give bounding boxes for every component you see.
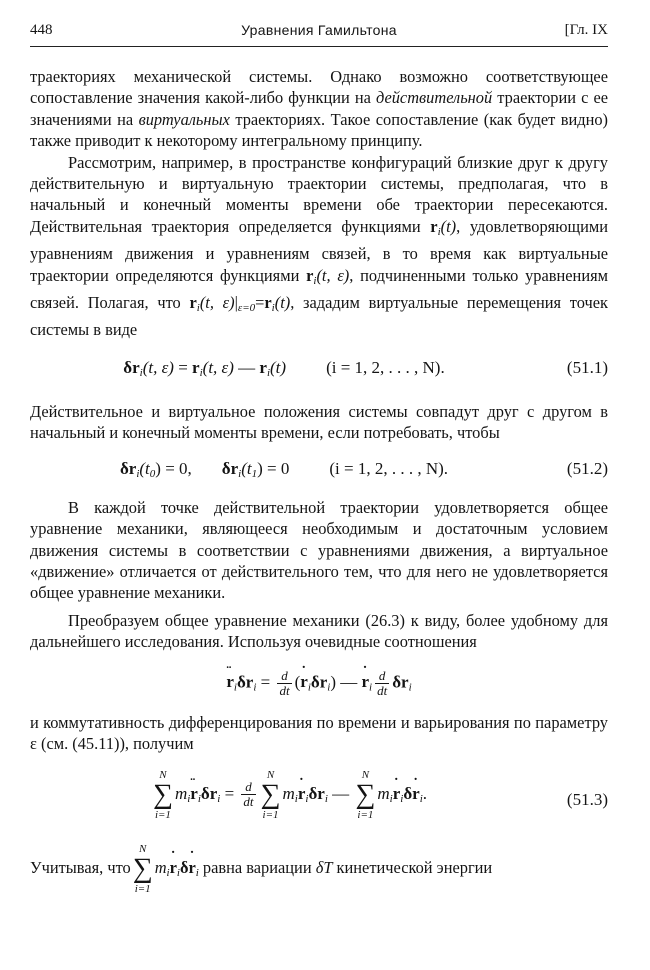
eq-r-dot: ˙ r xyxy=(361,672,369,691)
eq-sub: i xyxy=(294,792,298,805)
sigma: ∑ xyxy=(260,778,281,810)
eq-sub: i xyxy=(136,467,140,480)
formula-arg: (t, ε) xyxy=(199,293,235,313)
eq-sub: i xyxy=(266,366,271,379)
eq-arg: (t) xyxy=(270,357,287,377)
eq-sub: i xyxy=(305,792,309,805)
eq-paren: ) xyxy=(330,671,336,691)
eq-arg-close: ) = 0 xyxy=(257,458,290,478)
formula-r: r xyxy=(430,216,438,236)
eq-delta: δ xyxy=(310,671,320,691)
eq-r: r xyxy=(128,458,137,478)
para2-text-1: Рассмотрим, например, в пространстве конфигураций близкие друг к другу действительную и виртуальную траектории системы, предполагая, что в начальный и конечный моменты времени обе траектории пересекаются. Действительная траектория определяется функциями xyxy=(30,152,608,236)
eq-r: r xyxy=(245,671,254,691)
eq-mass: m xyxy=(154,857,167,877)
eq-sub: i xyxy=(419,792,423,805)
para2-text-2: , удовлетворяющими уравнениям движения и уравнениям связей, в то время как виртуальные траектории определяются функциями xyxy=(30,216,608,285)
eq-delta: δ xyxy=(236,671,246,691)
equation-number: (51.1) xyxy=(566,357,608,377)
paragraph-5: Преобразуем общее уравнение механики (26.3) к виду, более удобному для дальнейшего исследования. Используя очевидные соотношения xyxy=(30,610,608,652)
eq-mass: m xyxy=(377,783,390,803)
eq-r-dot: ˙ r xyxy=(170,858,177,877)
equation-number: (51.3) xyxy=(566,789,608,809)
para2-text-4: , зададим виртуальные перемещения точек системы в виде xyxy=(30,293,608,340)
para7-text-2: равна вариации xyxy=(198,857,316,877)
eq-sub: i xyxy=(389,792,393,805)
para1-text-1: траекториях механической системы. Однако возможно соответствующее сопоставление значения какой-либо функции на xyxy=(30,67,608,108)
sigma: ∑ xyxy=(132,852,153,884)
paragraph-2 xyxy=(30,152,608,341)
formula-r: r xyxy=(306,265,314,285)
formula-equals: = xyxy=(255,293,265,313)
eq-sub: i xyxy=(307,680,311,693)
para1-text-3: траекториях. Такое сопоставление (как будет видно) также приводит к некоторому интегральному принципу. xyxy=(30,109,608,151)
eq-arg: (t, ε) xyxy=(202,357,234,377)
para1-emph-2: виртуальных xyxy=(138,109,230,129)
formula-arg: (t) xyxy=(440,216,457,236)
eq-sub: i xyxy=(195,866,199,879)
eq-r: r xyxy=(259,357,267,377)
para7-text-3: кинетической энергии xyxy=(332,857,493,877)
eq-sub: i xyxy=(324,792,328,805)
eq-r-dot: ˙ r xyxy=(188,858,195,877)
sum-upper: N xyxy=(159,768,167,781)
eq-range: (i = 1, 2, . . . , N). xyxy=(326,357,445,377)
eq-period: . xyxy=(422,783,428,803)
eq-sub: i xyxy=(327,680,331,693)
eq-sub: i xyxy=(408,680,412,693)
eq-r: r xyxy=(132,357,140,377)
paragraph-1 xyxy=(30,66,608,152)
eq-sub: i xyxy=(253,680,257,693)
fraction-numerator: d xyxy=(277,669,291,684)
equation-51-1 xyxy=(30,357,608,384)
eq-equals: = xyxy=(256,671,275,691)
paragraph-4: В каждой точке действительной траектории удовлетворяется общее уравнение механики, являющееся необходимым и достаточным условием движения системы в соответствии с уравнениями движения, а виртуальное «движение» отличается от действительного тем, что для него не удовлетворяется общее уравнение механики. xyxy=(30,497,608,603)
formula-bar: | xyxy=(234,293,238,313)
sum-lower: i=1 xyxy=(154,808,171,821)
sum-lower: i=1 xyxy=(262,808,279,821)
equation-identity xyxy=(30,669,608,698)
eq-r: r xyxy=(317,783,325,803)
eq-mass: m xyxy=(282,783,295,803)
eq-sub: i xyxy=(187,792,191,805)
fraction-denominator: dt xyxy=(243,794,254,810)
sum-lower: i=1 xyxy=(357,808,374,821)
eq-equals: = xyxy=(220,783,239,803)
eq-r-dot: ˙ r xyxy=(298,784,306,803)
sum-symbol xyxy=(261,769,281,821)
book-page xyxy=(30,22,608,895)
eq-delta: δ xyxy=(123,357,133,377)
eq-fraction xyxy=(277,669,291,698)
sum-upper: N xyxy=(266,768,275,781)
eq-r-dot: ˙ r xyxy=(393,784,401,803)
fraction-denominator: dt xyxy=(279,682,290,698)
fraction-numerator: d xyxy=(375,669,389,684)
eq-r-ddot: ¨ r xyxy=(226,672,234,691)
eq-delta: δ xyxy=(221,458,231,478)
eq-r: r xyxy=(401,671,409,691)
eq-arg: (t xyxy=(241,458,252,478)
para1-emph-1: действительной xyxy=(375,88,493,108)
eq-delta: δ xyxy=(308,783,318,803)
running-title: Уравнения Гамильтона xyxy=(241,22,397,38)
para2-text-3: , подчиненными только уравнениям связей. Полагая, что xyxy=(30,265,609,313)
formula-sub: i xyxy=(437,225,441,238)
eq-r-dot: ˙ r xyxy=(412,784,420,803)
eq-mass: m xyxy=(174,783,188,803)
chapter-label: [Гл. IX xyxy=(564,22,608,38)
eq-range: (i = 1, 2, . . . , N). xyxy=(329,458,449,478)
formula-sub: i xyxy=(271,302,275,315)
formula-r: r xyxy=(189,293,197,313)
eq-sub: i xyxy=(238,467,242,480)
eq-r: r xyxy=(209,783,218,803)
delta-t-symbol: δT xyxy=(315,857,333,877)
eq-minus: — xyxy=(335,671,362,691)
sum-upper: N xyxy=(139,842,147,855)
page-number: 448 xyxy=(30,22,53,38)
eq-sub: i xyxy=(369,680,373,693)
header-rule xyxy=(30,46,608,47)
formula-arg: (t, ε) xyxy=(316,265,350,285)
equation-number: (51.2) xyxy=(566,458,608,478)
sum-symbol xyxy=(153,769,173,821)
eq-arg: (t xyxy=(139,458,150,478)
eq-arg: (t, ε) xyxy=(142,357,174,377)
equation-51-2 xyxy=(30,458,608,485)
eq-delta: δ xyxy=(403,783,413,803)
paragraph-3: Действительное и виртуальное положения системы совпадут друг с другом в начальный и конечный моменты времени, если потребовать, чтобы xyxy=(30,401,608,443)
eq-sub: i xyxy=(199,366,203,379)
eq-sub: i xyxy=(197,792,201,805)
eq-equals: = xyxy=(173,357,193,377)
eq-r-dot: ˙ r xyxy=(300,672,308,691)
eq-sub: i xyxy=(166,866,170,879)
eq-sub: i xyxy=(233,680,237,693)
paragraph-7 xyxy=(30,843,608,895)
sum-symbol xyxy=(355,769,375,821)
eq-sub: i xyxy=(176,866,180,879)
eq-sub: 1 xyxy=(251,467,258,480)
sigma: ∑ xyxy=(355,778,376,810)
formula-sub: i xyxy=(196,302,200,315)
paragraph-6: и коммутативность дифференцирования по времени и варьирования по параметру ε (см. (45.11)), получим xyxy=(30,712,608,754)
sigma: ∑ xyxy=(152,778,173,810)
sum-upper: N xyxy=(361,768,370,781)
eq-sub: i xyxy=(139,366,143,379)
eq-r: r xyxy=(230,458,239,478)
eq-delta: δ xyxy=(179,857,189,877)
eq-fraction xyxy=(241,780,255,809)
eq-r-ddot: ¨ r xyxy=(190,784,198,803)
formula-arg: (t) xyxy=(274,293,291,313)
formula-sub: i xyxy=(313,274,317,287)
eq-sub: 0 xyxy=(149,467,156,480)
eq-arg-close: ) = 0, xyxy=(155,458,192,478)
eq-paren: ( xyxy=(294,671,301,691)
fraction-numerator: d xyxy=(241,780,255,795)
formula-r: r xyxy=(264,293,272,313)
fraction-denominator: dt xyxy=(377,682,388,698)
equation-51-3 xyxy=(30,763,608,829)
para7-text-1: Учитывая, что xyxy=(30,857,131,877)
eq-delta: δ xyxy=(200,783,210,803)
sum-symbol xyxy=(133,843,153,895)
eq-delta: δ xyxy=(119,458,129,478)
eq-r: r xyxy=(319,671,328,691)
page-header xyxy=(30,22,608,46)
sum-lower: i=1 xyxy=(134,882,151,895)
eq-delta: δ xyxy=(392,671,402,691)
para1-text-2: траектории с ее значениями на xyxy=(30,88,608,129)
eq-sub: i xyxy=(217,792,221,805)
eq-minus: — xyxy=(233,357,260,377)
formula-condition: ε=0 xyxy=(237,302,256,315)
eq-minus: — xyxy=(327,783,354,803)
eq-sub: i xyxy=(400,792,404,805)
eq-r: r xyxy=(192,357,200,377)
eq-fraction xyxy=(375,669,389,698)
